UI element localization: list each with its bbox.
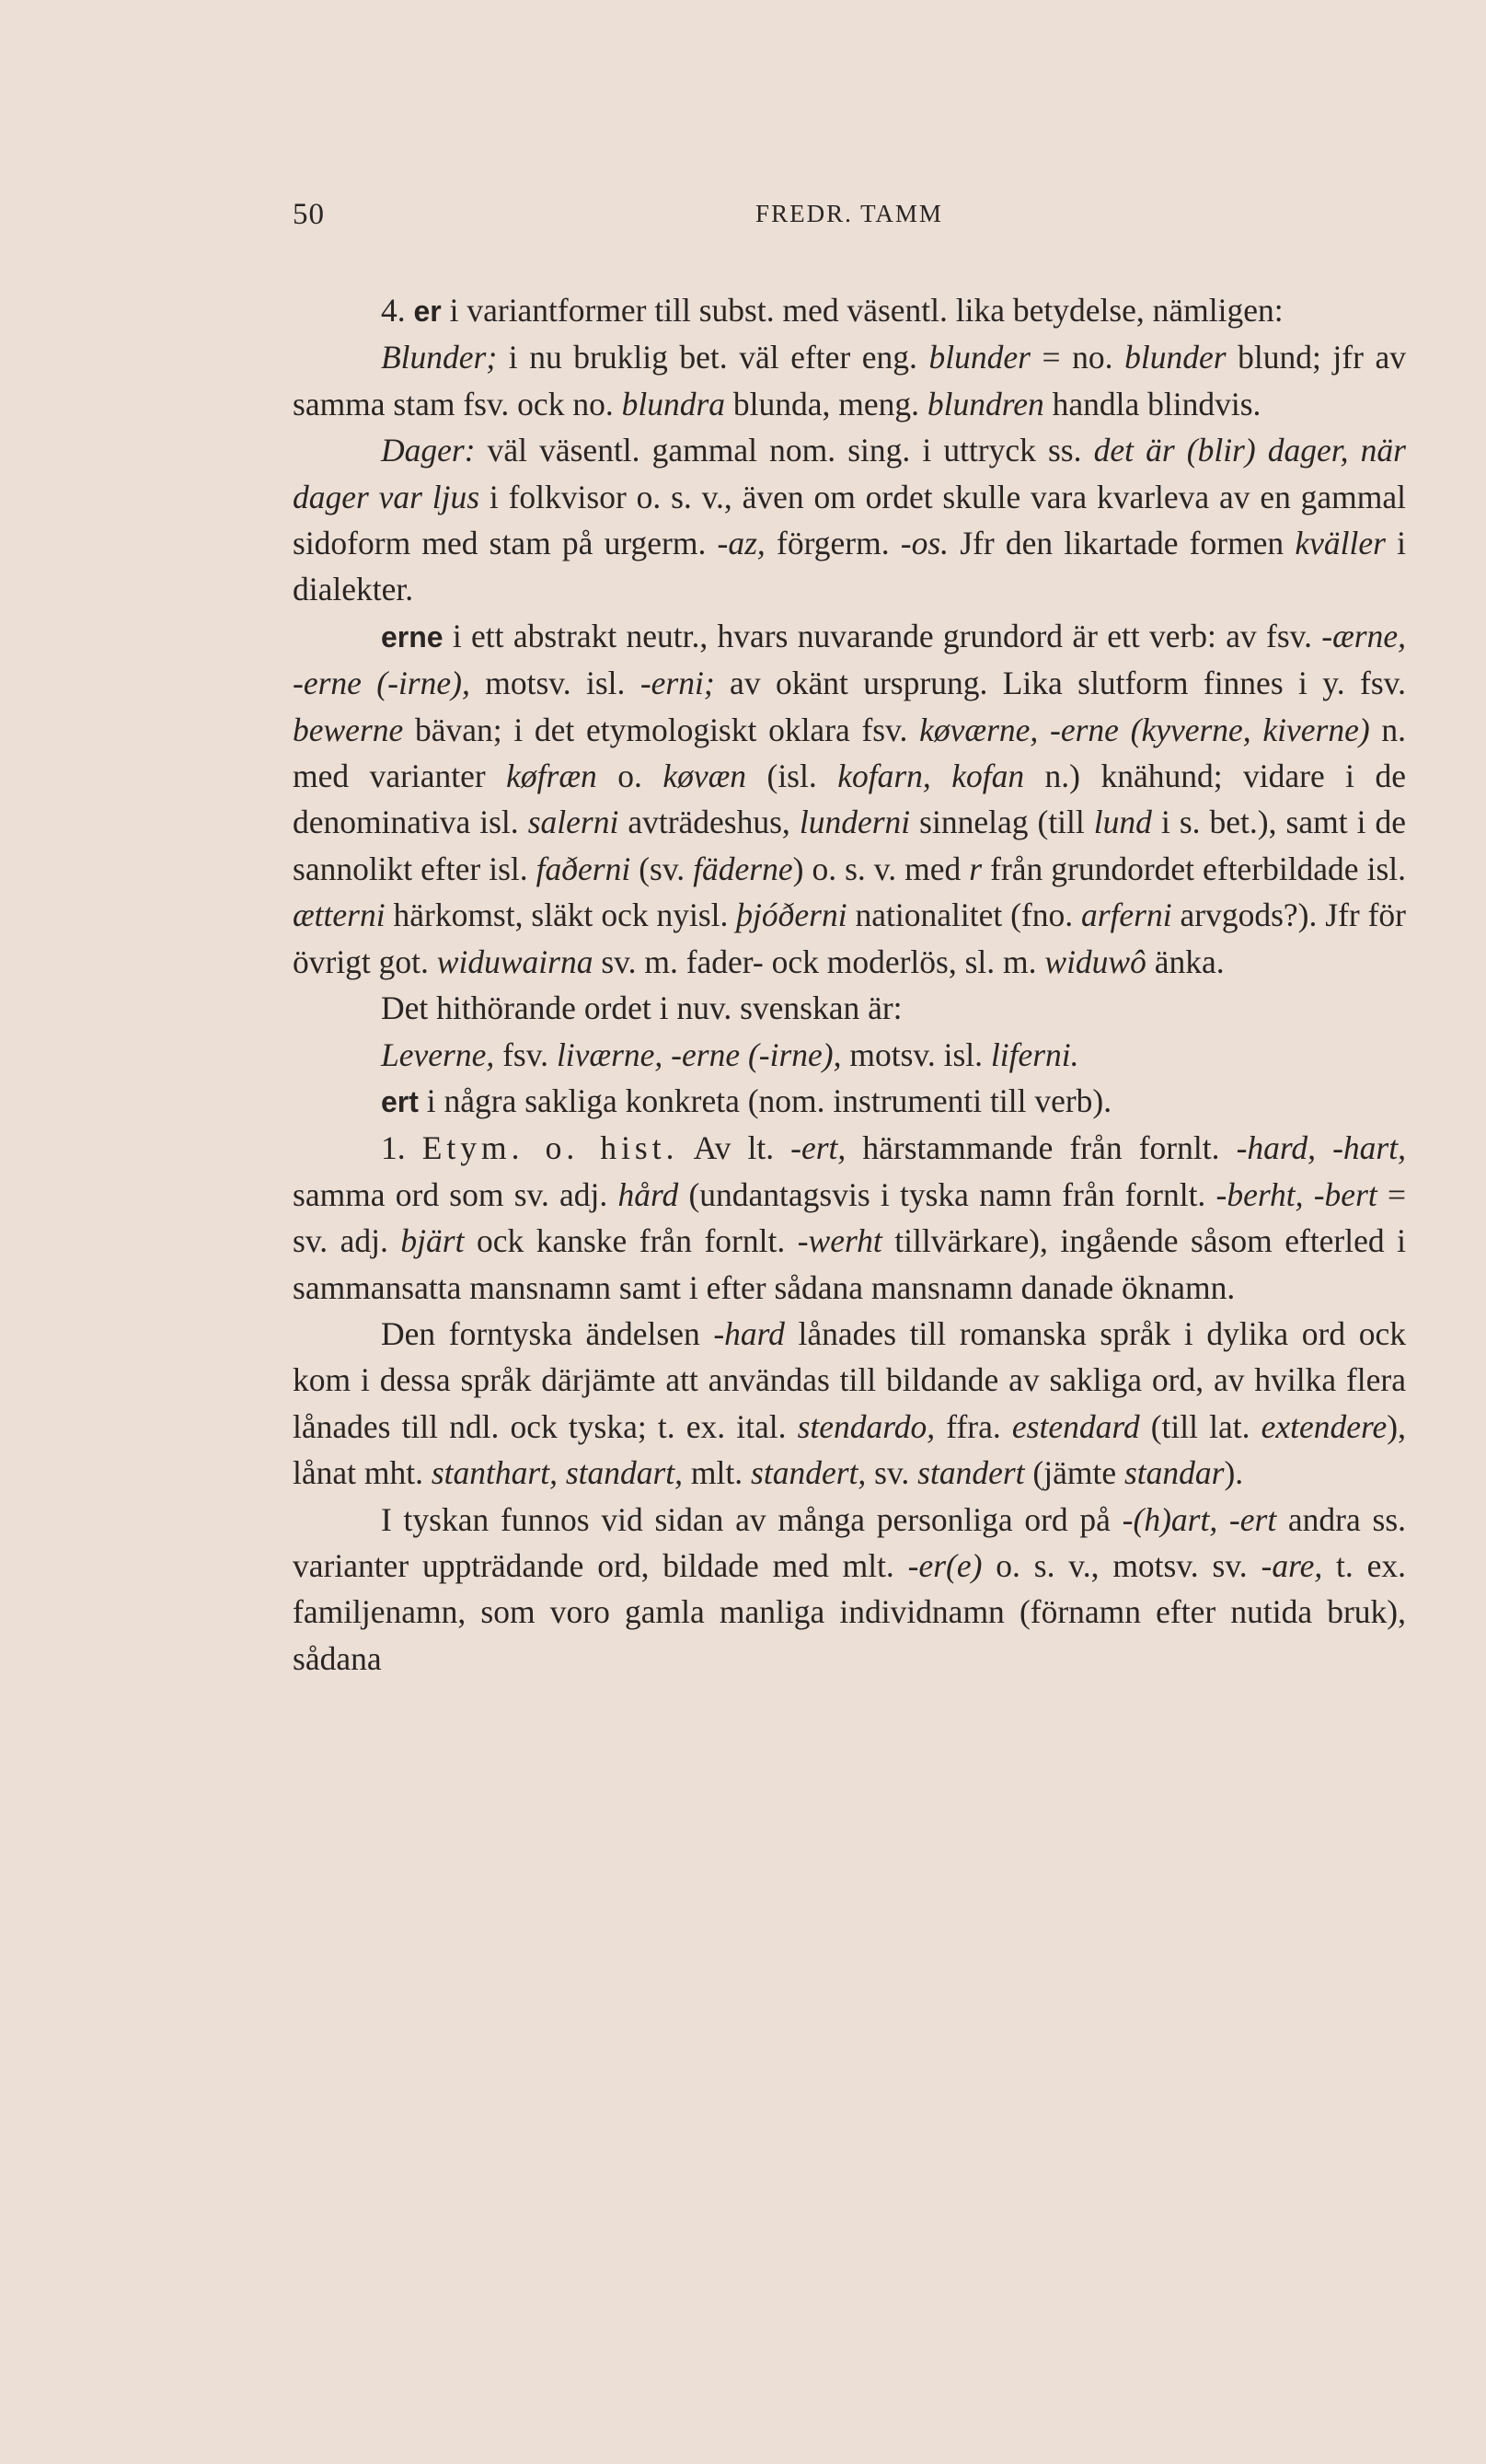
running-head: FREDR. TAMM (755, 200, 943, 227)
italic-text: -ærne, -erne (-irne), (293, 617, 1406, 702)
italic-text: blunder (928, 339, 1031, 376)
text-run: ). (1224, 1454, 1244, 1492)
italic-text: stendardo, (797, 1407, 936, 1445)
italic-text: -az, (717, 525, 766, 562)
italic-text: stanthart, standart, (431, 1454, 684, 1492)
italic-text: ætterni (293, 897, 386, 934)
italic-text: -are, (1261, 1546, 1323, 1584)
text-run: = sv. adj. (293, 1175, 1406, 1260)
text-run: änka. (1146, 943, 1225, 980)
text-run: i några sakliga konkreta (nom. instrumenti till verb). (418, 1082, 1112, 1119)
text-run: sv. m. fader- ock moderlös, sl. m. (593, 943, 1045, 980)
text-run: Jfr den likartade formen (949, 525, 1296, 562)
text-run: (till lat. (1139, 1407, 1261, 1445)
italic-text: kofarn, kofan (837, 758, 1025, 795)
text-run: 1. (381, 1129, 422, 1167)
italic-text: standert (917, 1454, 1025, 1492)
italic-text: -ert, (790, 1129, 847, 1167)
italic-text: liferni. (990, 1035, 1079, 1073)
paragraph (293, 427, 1406, 613)
paragraph (293, 985, 1406, 1031)
italic-text: widuwô (1044, 943, 1146, 980)
text-run: från grundordet efterbildade isl. (982, 850, 1406, 887)
page-header (293, 198, 1406, 235)
italic-text: hård (617, 1175, 679, 1213)
text-run: i variantformer till subst. med väsentl. lika betydelse, nämligen: (441, 292, 1284, 329)
paragraph (293, 613, 1406, 985)
italic-text: kväller (1295, 525, 1386, 562)
body-text (293, 287, 1406, 1682)
text-run: i dialekter. (293, 525, 1406, 608)
text-run: ), lånat mht. (293, 1407, 1406, 1492)
italic-text: -erni; (639, 665, 715, 702)
italic-text: r (969, 850, 983, 887)
paragraph (293, 334, 1406, 427)
text-run: andra ss. varianter uppträdande ord, bildade med mlt. (293, 1500, 1407, 1584)
text-run: (undantagsvis i tyska namn från fornlt. (678, 1175, 1216, 1213)
italic-text: standert, (751, 1454, 867, 1492)
text-run: n.) knähund; vidare i de denominativa isl. (293, 758, 1406, 841)
italic-text: lunderni (799, 804, 911, 841)
text-run: motsv. isl. (469, 665, 640, 702)
entry-suffix: erne (381, 619, 443, 654)
italic-text: blundren (927, 385, 1044, 422)
text-run: i folkvisor o. s. v., även om ordet skulle vara kvarleva av en gammal sidoform med stam på urgerm. (293, 478, 1407, 562)
text-run: bävan; i det etymologiskt oklara fsv. (403, 711, 920, 748)
text-run: förgerm. (765, 525, 901, 562)
text-run: Av lt. (678, 1129, 791, 1167)
italic-text: køværne, -erne (kyverne, kiverne) (919, 711, 1370, 748)
text-run: Den forntyska ändelsen (381, 1314, 714, 1352)
text-run: lånades till romanska språk i dylika ord ock kom i dessa språk därjämte att användas till bildande av sakliga ord, av hvilka flera lånades till ndl. ock tyska; t. ex. ital. (293, 1314, 1407, 1445)
text-run: väl väsentl. gammal nom. sing. i uttryck ss. (475, 432, 1094, 469)
text-run: ffra. (935, 1407, 1012, 1445)
text-run: ) o. s. v. med (792, 850, 970, 887)
text-run: = no. (1030, 339, 1125, 376)
text-run: 4. (381, 292, 414, 329)
text-run: i nu bruklig bet. väl efter eng. (497, 339, 929, 376)
paragraph (293, 1032, 1406, 1078)
italic-text: Blunder; (381, 339, 498, 376)
text-run: mlt. (683, 1454, 752, 1492)
italic-text: køvæn (662, 758, 747, 795)
italic-text: estendard (1011, 1407, 1140, 1445)
italic-text: -hard (713, 1314, 785, 1352)
italic-text: lund (1093, 804, 1152, 841)
text-run: (sv. (630, 850, 694, 887)
italic-text: extendere (1261, 1407, 1388, 1445)
italic-text: -os. (900, 525, 950, 562)
italic-text: þjóðerni (736, 897, 847, 934)
text-run: avträdeshus, (618, 804, 800, 841)
text-run: i ett abstrakt neutr., hvars nuvarande grundord är ett verb: av fsv. (443, 617, 1322, 654)
italic-text: -(h)art, -ert (1122, 1500, 1277, 1538)
text-run: t. ex. familjenamn, som voro gamla manliga individnamn (förnamn efter nutida bruk), sådana (293, 1546, 1406, 1677)
italic-text: det är (blir) dager, när dager var ljus (293, 432, 1406, 515)
italic-text: fäderne (693, 850, 793, 887)
italic-text: blunder (1124, 339, 1227, 376)
text-run: sv. (866, 1454, 918, 1492)
italic-text: -er(e) (907, 1546, 983, 1584)
italic-text: widuwairna (436, 943, 593, 980)
text-run: härkomst, släkt ock nyisl. (385, 897, 737, 934)
text-run: motsv. isl. (841, 1035, 991, 1073)
text-run: ock kanske från fornlt. (464, 1222, 798, 1260)
text-run: fsv. (494, 1035, 557, 1073)
italic-text: faðerni (536, 850, 631, 887)
italic-text: køfræn (506, 758, 597, 795)
text-run: härstammande från fornlt. (846, 1129, 1237, 1167)
italic-text: bjärt (400, 1222, 465, 1260)
paragraph (293, 1078, 1406, 1125)
paragraph (293, 1125, 1406, 1311)
text-run: (isl. (746, 758, 838, 795)
text-run: samma ord som sv. adj. (293, 1175, 618, 1213)
italic-text: standar (1123, 1454, 1225, 1492)
italic-text: liværne, -erne (-irne), (556, 1035, 842, 1073)
italic-text: Dager: (381, 432, 476, 469)
text-run: o. (596, 758, 663, 795)
text-run: blund; jfr av samma stam fsv. ock no. (293, 339, 1406, 422)
text-run: n. med varianter (293, 711, 1406, 795)
italic-text: -berht, -bert (1215, 1175, 1377, 1213)
paragraph (293, 1311, 1406, 1497)
text-run: av okänt ursprung. Lika slutform finnes i y. fsv. (714, 665, 1406, 702)
text-run: I tyskan funnos vid sidan av många personliga ord på (381, 1500, 1123, 1538)
entry-suffix: ert (381, 1084, 419, 1118)
text-run: handla blindvis. (1043, 385, 1261, 422)
text-run: Det hithörande ordet i nuv. svenskan är: (381, 989, 903, 1027)
italic-text: -hard, -hart, (1236, 1129, 1406, 1167)
italic-text: arferni (1081, 897, 1172, 934)
italic-text: -werht (797, 1222, 882, 1260)
text-run: blunda, meng. (725, 385, 927, 422)
text-run: arvgods?). Jfr för övrigt got. (293, 897, 1407, 980)
text-run: o. s. v., motsv. sv. (982, 1546, 1261, 1584)
italic-text: bewerne (293, 711, 404, 748)
italic-text: Leverne, (381, 1035, 495, 1073)
italic-text: salerni (527, 804, 619, 841)
paragraph (293, 1497, 1406, 1683)
page-number: 50 (293, 198, 325, 231)
text-run: sinnelag (till (910, 804, 1094, 841)
text-run: (jämte (1024, 1454, 1124, 1492)
spaced-text: Etym. o. hist. (421, 1129, 679, 1167)
paragraph (293, 287, 1406, 334)
entry-suffix: er (413, 295, 442, 328)
text-run: tillvärkare), ingående såsom efterled i sammansatta mansnamn samt i efter sådana mansnamn danade öknamn. (293, 1222, 1406, 1306)
text-run: i s. bet.), samt i de sannolikt efter isl. (293, 804, 1406, 887)
italic-text: blundra (621, 385, 726, 422)
text-run: nationalitet (fno. (847, 897, 1081, 934)
